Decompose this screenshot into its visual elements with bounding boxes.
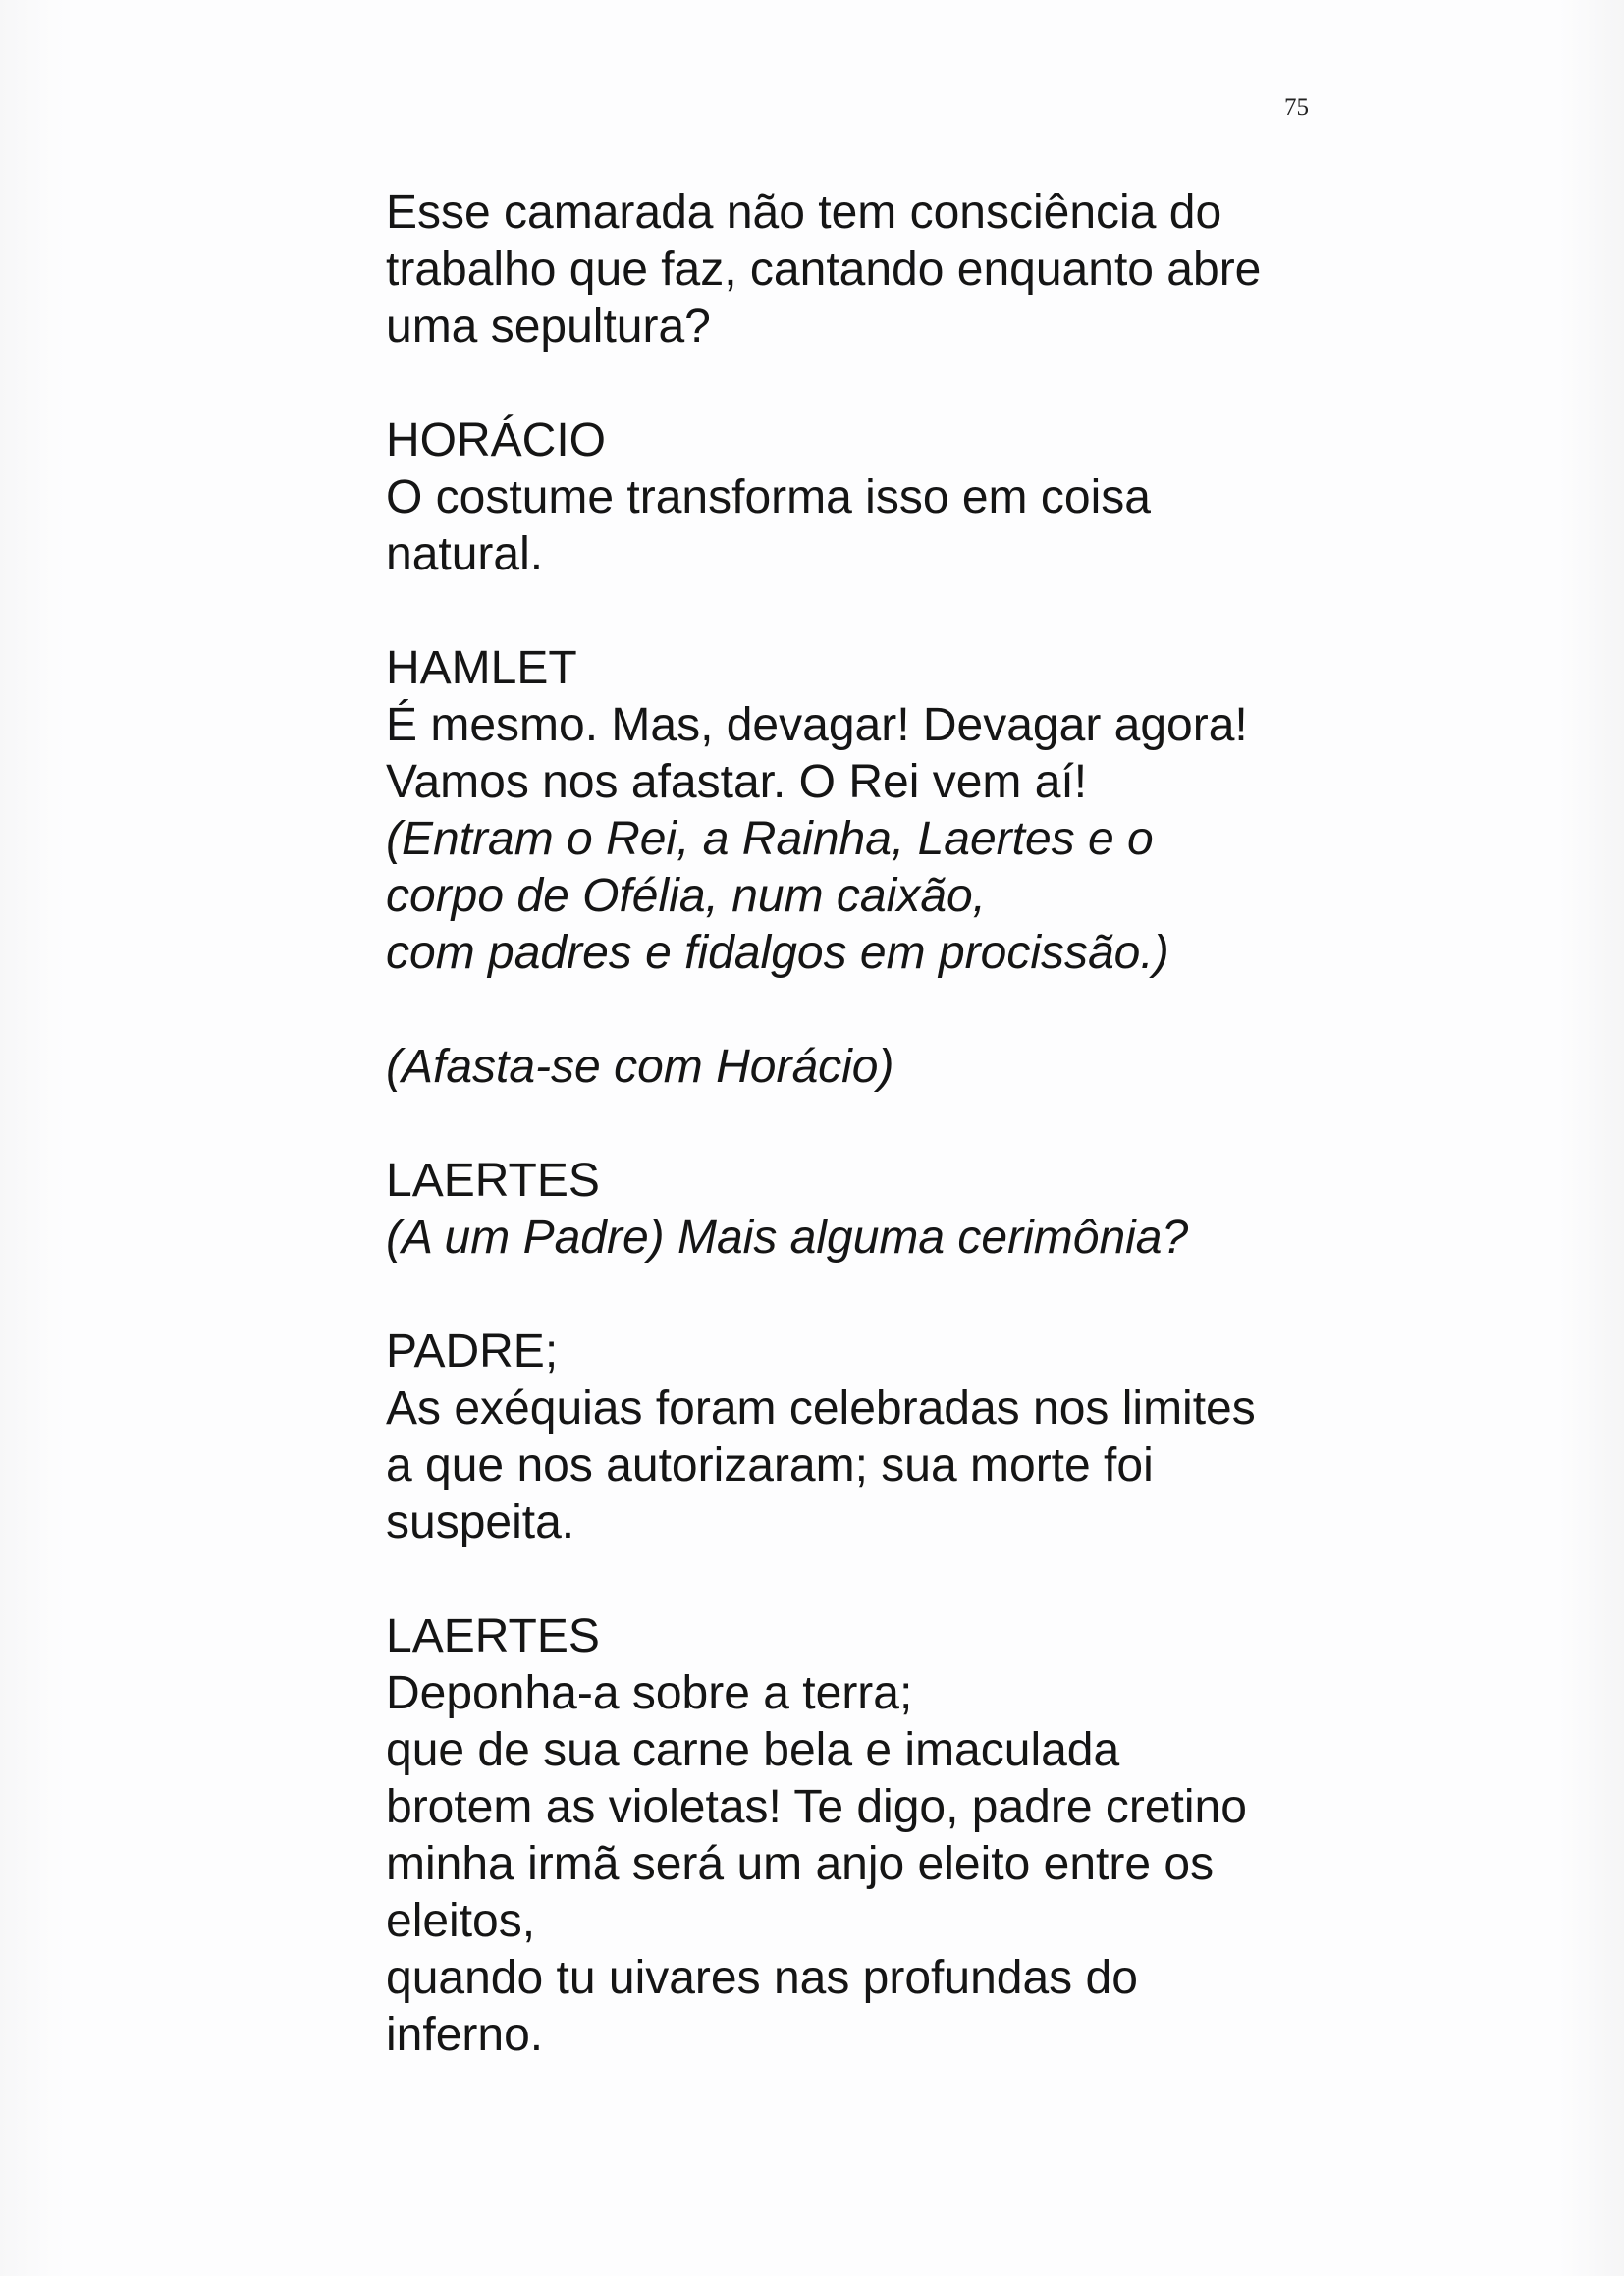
paragraph-gap xyxy=(386,982,1368,1039)
text-line: quando tu uivares nas profundas do xyxy=(386,1952,1138,2004)
hamlet-speech xyxy=(386,640,1368,982)
text-line: O costume transforma isso em coisa xyxy=(386,471,1151,523)
stage-direction-block xyxy=(386,1039,1368,1096)
text-line: trabalho que faz, cantando enquanto abre xyxy=(386,244,1262,296)
stage-direction-line: com padres e fidalgos em procissão.) xyxy=(386,927,1169,979)
text-line: suspeita. xyxy=(386,1496,575,1548)
stage-direction-line: (Entram o Rei, a Rainha, Laertes e o xyxy=(386,813,1154,865)
text-line: É mesmo. Mas, devagar! Devagar agora! xyxy=(386,699,1248,751)
text-line: uma sepultura? xyxy=(386,300,711,352)
script-text xyxy=(386,185,1368,2064)
speaker-name: LAERTES xyxy=(386,1610,600,1662)
text-line: As exéquias foram celebradas nos limites xyxy=(386,1382,1256,1435)
paragraph-gap xyxy=(386,1096,1368,1153)
page-number: 75 xyxy=(1284,94,1309,121)
text-line: a que nos autorizaram; sua morte foi xyxy=(386,1439,1154,1491)
text-line: Vamos nos afastar. O Rei vem aí! xyxy=(386,756,1088,808)
paragraph-gap xyxy=(386,1267,1368,1324)
text-line: eleitos, xyxy=(386,1895,536,1947)
speaker-name: PADRE; xyxy=(386,1326,559,1378)
stage-direction-line: (A um Padre) Mais alguma cerimônia? xyxy=(386,1212,1189,1264)
speaker-name: HORÁCIO xyxy=(386,414,607,466)
text-line: que de sua carne bela e imaculada xyxy=(386,1724,1120,1776)
speaker-name: LAERTES xyxy=(386,1155,600,1207)
text-line: natural. xyxy=(386,528,544,580)
text-line: Deponha-a sobre a terra; xyxy=(386,1667,913,1719)
paragraph-gap xyxy=(386,583,1368,640)
text-line: brotem as violetas! Te digo, padre cretino xyxy=(386,1781,1247,1833)
paragraph-gap xyxy=(386,355,1368,412)
laertes-speech-1 xyxy=(386,1153,1368,1267)
stage-direction-line: corpo de Ofélia, num caixão, xyxy=(386,870,986,922)
opening-paragraph xyxy=(386,185,1368,355)
horacio-speech xyxy=(386,412,1368,583)
text-line: Esse camarada não tem consciência do xyxy=(386,187,1222,239)
laertes-speech-2 xyxy=(386,1608,1368,2064)
text-line: inferno. xyxy=(386,2009,544,2061)
stage-direction-line: (Afasta-se com Horácio) xyxy=(386,1041,894,1093)
text-line: minha irmã será um anjo eleito entre os xyxy=(386,1838,1215,1890)
speaker-name: HAMLET xyxy=(386,642,577,694)
paragraph-gap xyxy=(386,1551,1368,1608)
padre-speech xyxy=(386,1324,1368,1551)
